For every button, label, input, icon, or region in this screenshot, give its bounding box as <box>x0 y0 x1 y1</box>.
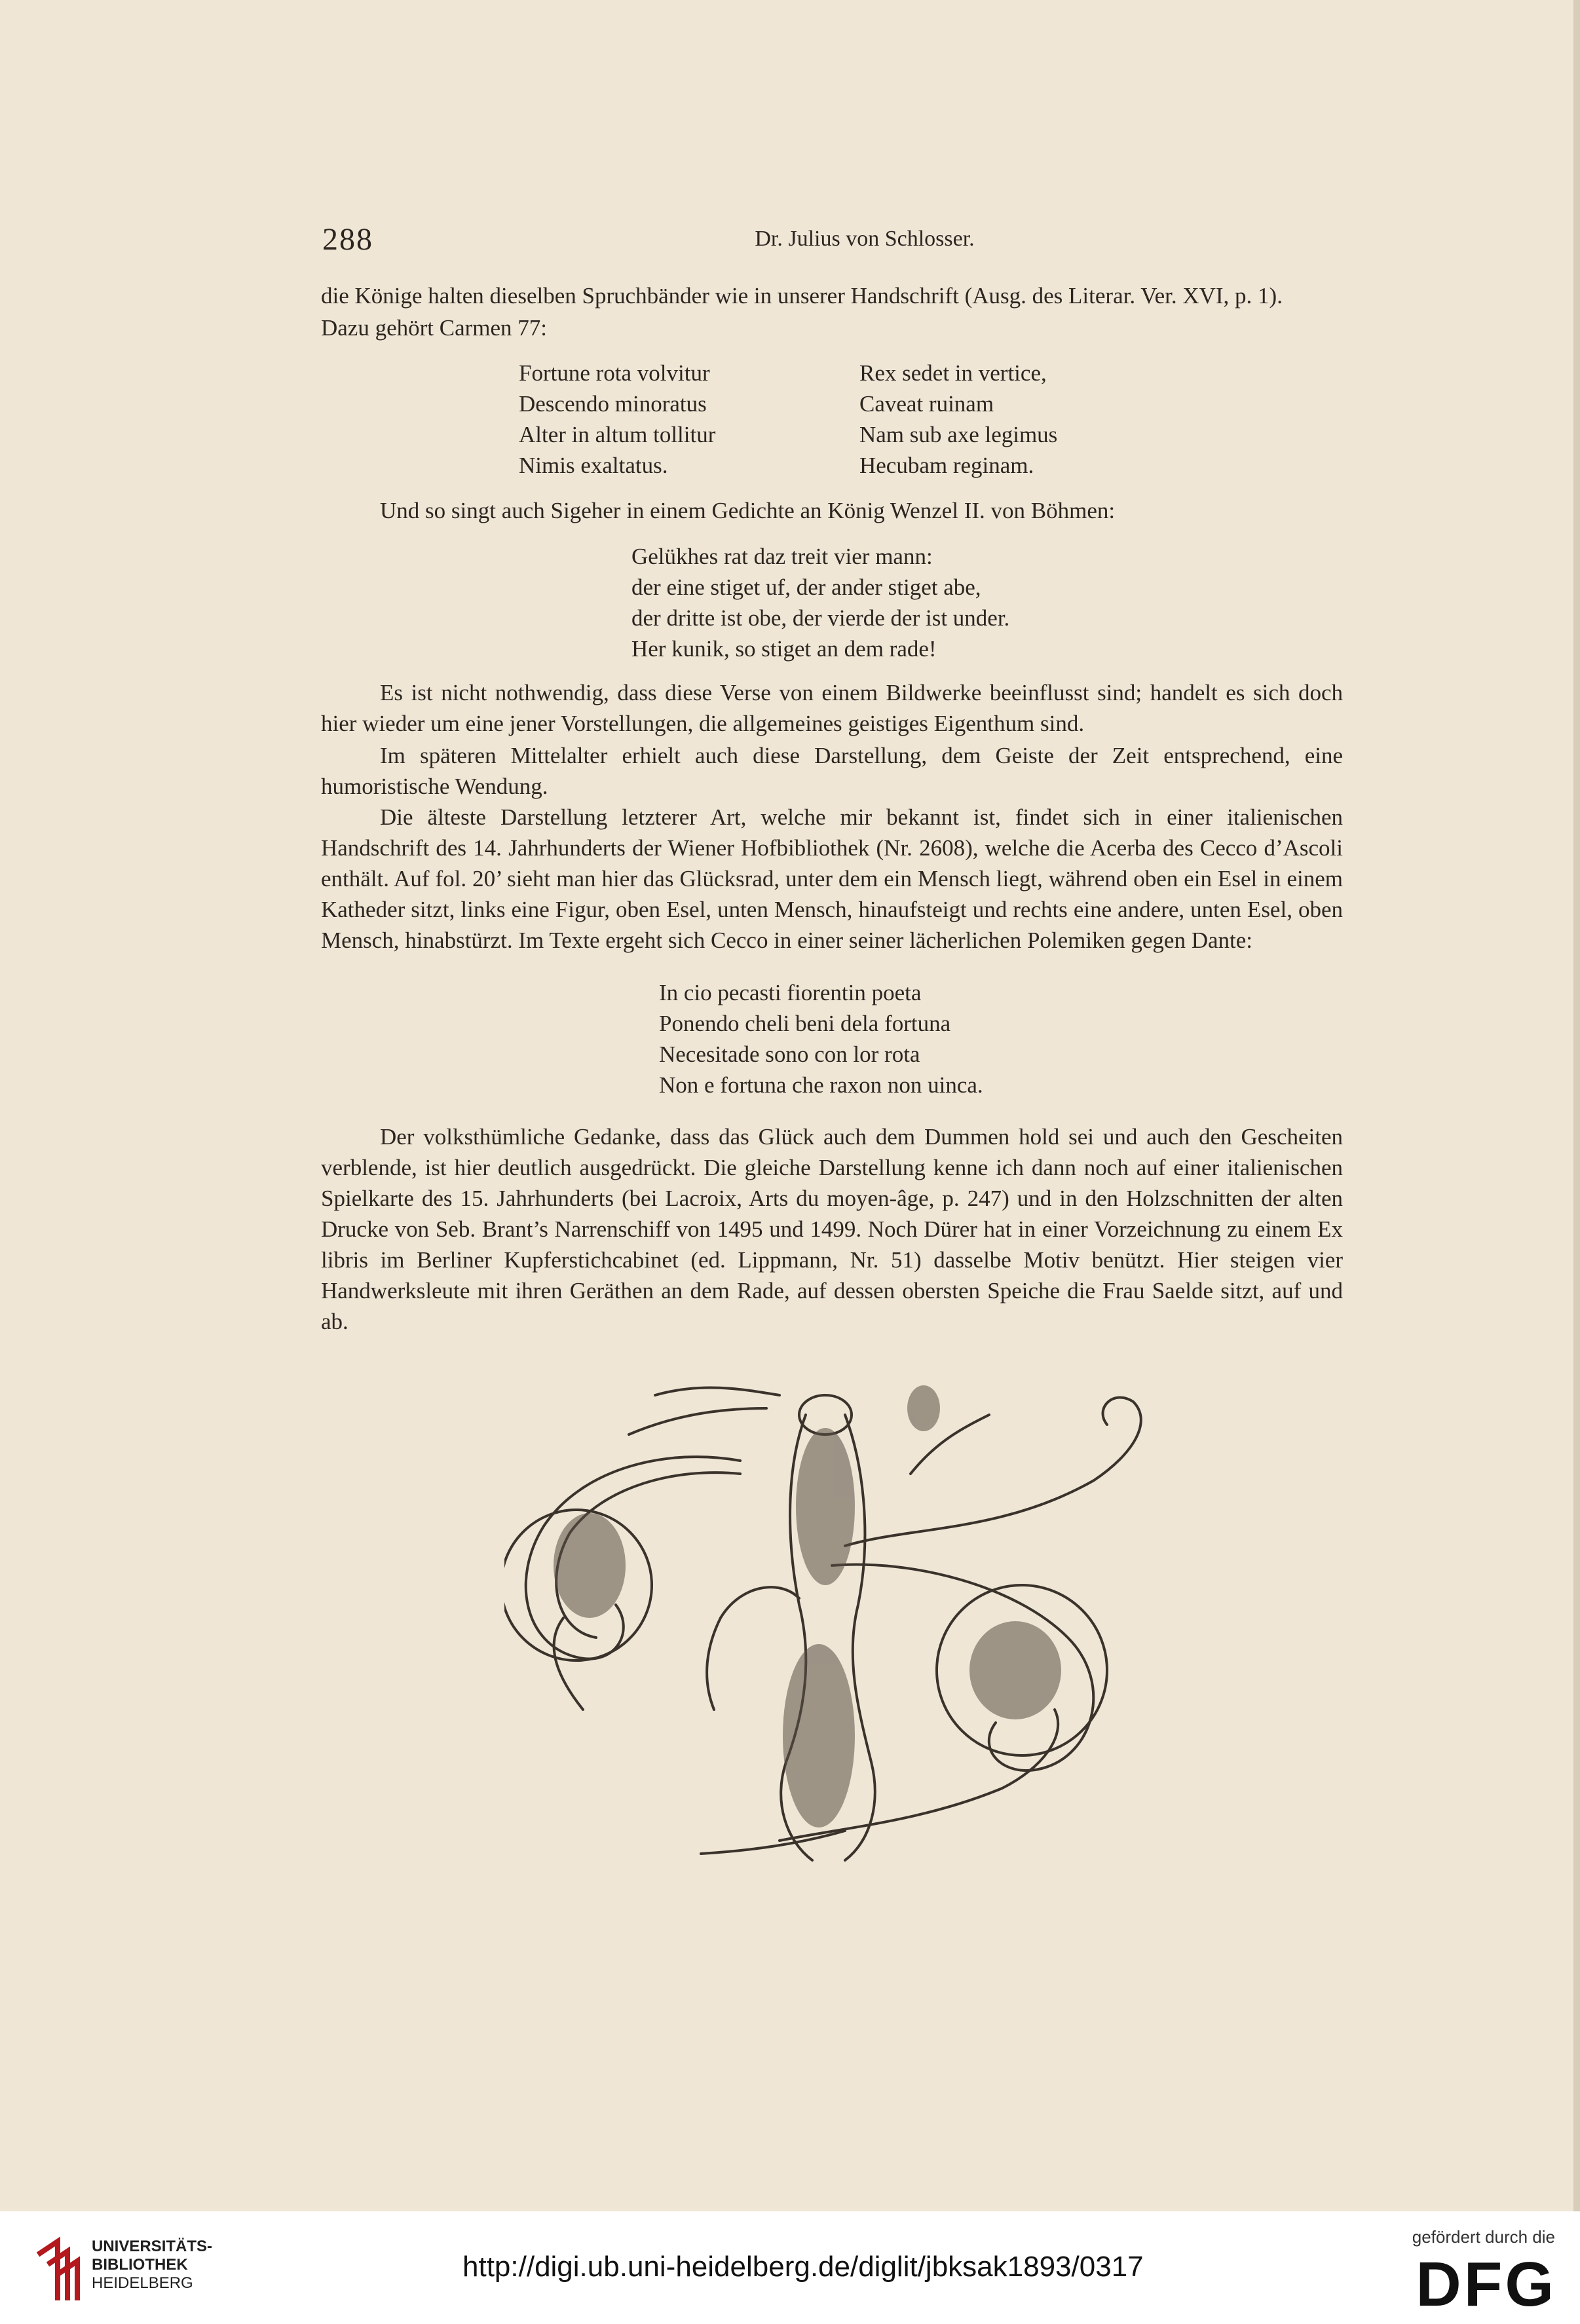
paragraph-3: Es ist nicht nothwendig, dass diese Verse von einem Bildwerke beeinflusst sind; handelt es sich doch hier wieder um eine jener Vorstellungen, die allgemeines geistiges Eigenthum sind. <box>321 680 1343 736</box>
verse-line: der eine stiget uf, der ander stiget abe, <box>631 574 981 600</box>
verse-line: Gelükhes rat daz treit vier mann: <box>631 544 933 569</box>
library-logo-icon <box>31 2235 84 2307</box>
page-number: 288 <box>322 222 373 257</box>
funded-by-label: gefördert durch die <box>1412 2227 1555 2247</box>
verse-line: Nam sub axe legimus <box>859 422 1058 447</box>
verse-3 <box>659 977 983 1100</box>
library-name: UNIVERSITÄTS- BIBLIOTHEK HEIDELBERG <box>92 2238 213 2292</box>
verse-line: In cio pecasti fiorentin poeta <box>659 980 922 1005</box>
verse-line: Caveat ruinam <box>859 391 994 417</box>
verse-line: Her kunik, so stiget an dem rade! <box>631 636 937 662</box>
dfg-logo: DFG <box>1416 2249 1556 2319</box>
ornament-illustration <box>504 1369 1159 1873</box>
verse-line: Alter in altum tollitur <box>519 422 716 447</box>
verse-1-right <box>859 358 1057 481</box>
verse-line: Fortune rota volvitur <box>519 360 710 386</box>
verse-line: Ponendo cheli beni dela fortuna <box>659 1011 951 1036</box>
verse-line: Nimis exaltatus. <box>519 453 668 478</box>
verse-line: der dritte ist obe, der vierde der ist under. <box>631 605 1010 631</box>
page-edge <box>1573 0 1580 2211</box>
verse-1-left <box>519 358 715 481</box>
verse-2 <box>631 541 1009 664</box>
paragraph-6: Der volksthümliche Gedanke, dass das Glück auch dem Dummen hold sei und auch den Gescheiten verblende, ist hier deutlich ausgedrückt. Die gleiche Darstellung kenne ich dann noch auf einer italienischen Spielkarte des 15. Jahrhunderts (bei Lacroix, Arts du moyen-âge, p. 247) und in den Holzschnitten der alten Drucke von Seb. Brant’s Narrenschiff von 1495 und 1499. Noch Dürer hat in einer Vorzeichnung zu einem Ex libris im Berliner Kupferstichcabinet (ed. Lippmann, Nr. 51) dasselbe Motiv benützt. Hier steigen vier Handwerksleute mit ihren Geräthen an dem Rade, auf dessen obersten Speiche die Frau Saelde sitzt, auf und ab. <box>321 1124 1343 1334</box>
verse-line: Rex sedet in vertice, <box>859 360 1047 386</box>
permalink-url[interactable]: http://digi.ub.uni-heidelberg.de/diglit/jbksak1893/0317 <box>462 2251 1144 2283</box>
running-title: Dr. Julius von Schlosser. <box>755 227 975 251</box>
verse-line: Non e fortuna che raxon non uinca. <box>659 1072 983 1098</box>
verse-line: Necesitade sono con lor rota <box>659 1041 920 1067</box>
footer-bar <box>0 2211 1580 2324</box>
paragraph-4: Im späteren Mittelalter erhielt auch diese Darstellung, dem Geiste der Zeit entsprechend, eine humoristische Wendung. <box>321 743 1343 799</box>
paragraph-5: Die älteste Darstellung letzterer Art, welche mir bekannt ist, findet sich in einer italienischen Handschrift des 14. Jahrhunderts der Wiener Hofbibliothek (Nr. 2608), welche die Acerba des Cecco d’Ascoli enthält. Auf fol. 20’ sieht man hier das Glücksrad, unter dem ein Mensch liegt, während oben ein Esel in einem Katheder sitzt, links eine Figur, oben Esel, unten Mensch, hinaufsteigt und rechts eine andere, unten Esel, oben Mensch, hinabstürzt. Im Texte ergeht sich Cecco in einer seiner lächerlichen Polemiken gegen Dante: <box>321 804 1343 953</box>
paragraph-2: Und so singt auch Sigeher in einem Gedichte an König Wenzel II. von Böhmen: <box>380 498 1116 523</box>
paragraph-1-line-2: Dazu gehört Carmen 77: <box>321 315 548 341</box>
paragraph-1-line-1: die Könige halten dieselben Spruchbänder wie in unserer Handschrift (Ausg. des Literar. Ver. XVI, p. 1). <box>321 283 1283 309</box>
verse-line: Descendo minoratus <box>519 391 707 417</box>
verse-line: Hecubam reginam. <box>859 453 1034 478</box>
